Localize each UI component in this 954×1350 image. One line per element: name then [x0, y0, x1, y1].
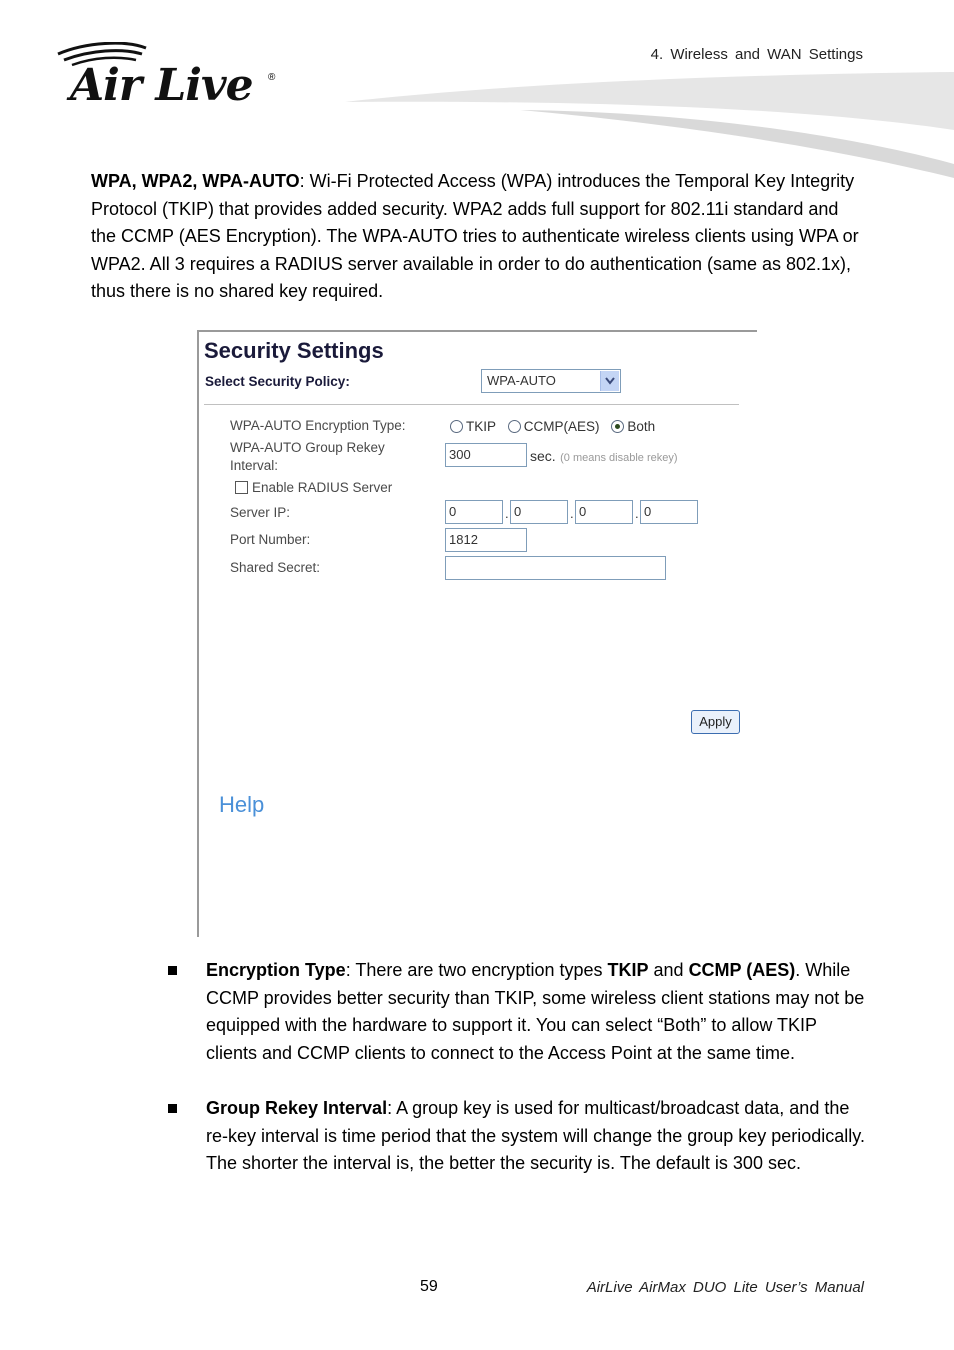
intro-paragraph — [91, 168, 866, 306]
rekey-unit-group — [530, 448, 678, 466]
rekey-label-line2: Interval: — [230, 458, 279, 473]
server-ip-octet-4[interactable]: 0 — [640, 500, 698, 524]
help-link[interactable]: Help — [219, 792, 265, 817]
security-settings-screenshot — [197, 330, 757, 937]
bullet-term: Group Rekey Interval — [206, 1098, 388, 1118]
radio-ccmp[interactable] — [508, 419, 600, 434]
ip-dot: . — [570, 506, 574, 521]
bullet-square-icon — [168, 1104, 177, 1113]
bullet-text-part: and — [648, 960, 689, 980]
rekey-label-line1: WPA-AUTO Group Rekey — [230, 440, 385, 455]
shared-secret-label: Shared Secret: — [230, 560, 321, 575]
divider — [204, 404, 739, 405]
radio-ccmp-label: CCMP(AES) — [523, 419, 600, 434]
server-ip-octet-1[interactable]: 0 — [445, 500, 503, 524]
radio-tkip-label: TKIP — [466, 419, 497, 434]
logo-registered: ® — [268, 72, 276, 83]
radio-tkip-icon[interactable] — [450, 420, 463, 433]
port-number-input[interactable]: 1812 — [445, 528, 527, 552]
encryption-type-label: WPA-AUTO Encryption Type: — [230, 418, 406, 433]
bullet-text — [206, 957, 868, 1067]
shared-secret-input[interactable] — [445, 556, 666, 580]
bullet-group-rekey-interval — [168, 1095, 868, 1178]
bullet-text-part: : A group key is used for multicast/broadcast data, and the re-key interval is time period that the system will change the group key periodically. The shorter the interval is, the better the security is. The default is 300 sec. — [206, 1098, 865, 1174]
bullet-bold-part: CCMP (AES) — [688, 960, 796, 980]
bullet-text — [206, 1095, 868, 1178]
radio-both[interactable] — [611, 419, 655, 434]
rekey-interval-input[interactable]: 300 — [445, 443, 527, 467]
bullet-encryption-type — [168, 957, 868, 1067]
apply-button[interactable]: Apply — [691, 710, 740, 734]
rekey-note: (0 means disable rekey) — [560, 452, 678, 464]
intro-term: WPA, WPA2, WPA-AUTO — [91, 171, 300, 191]
server-ip-octet-3[interactable]: 0 — [575, 500, 633, 524]
ip-dot: . — [505, 506, 509, 521]
bullet-bold-part: TKIP — [607, 960, 649, 980]
enable-radius-label: Enable RADIUS Server — [252, 480, 393, 495]
enable-radius-row[interactable] — [235, 480, 392, 495]
intro-text: : Wi-Fi Protected Access (WPA) introduces the Temporal Key Integrity Protocol (TKIP) that provides added security. WPA2 adds full support for 802.11i standard and the CCMP (AES Encryption). The WPA-AUTO tries to authenticate wireless clients using WPA or WPA2. All 3 requires a RADIUS server available in order to do authentication (same as 802.1x), thus there is no shared key required. — [91, 171, 859, 302]
dropdown-arrow[interactable] — [600, 371, 619, 391]
security-policy-label: Select Security Policy: — [205, 374, 350, 389]
radio-both-icon[interactable] — [611, 420, 624, 433]
airlive-logo — [56, 42, 286, 112]
radio-both-label: Both — [627, 419, 656, 434]
bullet-text-part: : There are two encryption types — [345, 960, 608, 980]
ip-dot: . — [635, 506, 639, 521]
manual-title: AirLive AirMax DUO Lite User’s Manual — [586, 1279, 864, 1296]
page-number: 59 — [420, 1278, 438, 1295]
security-settings-title: Security Settings — [204, 338, 384, 363]
chevron-down-icon — [605, 377, 615, 385]
bullet-term: Encryption Type — [206, 960, 346, 980]
bullet-square-icon — [168, 966, 177, 975]
bullet-text-part: . While CCMP provides better security than TKIP, some wireless client stations may not be equipped with the hardware to support it. You can select “Both” to allow TKIP clients and CCMP clients to connect to the Access Point at the same time. — [206, 960, 865, 1063]
encryption-type-options — [450, 419, 663, 434]
security-policy-select[interactable] — [481, 369, 621, 393]
server-ip-octet-2[interactable]: 0 — [510, 500, 568, 524]
security-policy-value: WPA-AUTO — [487, 373, 556, 388]
radio-tkip[interactable] — [450, 419, 496, 434]
server-ip-label: Server IP: — [230, 505, 291, 520]
radio-ccmp-icon[interactable] — [508, 420, 521, 433]
rekey-unit: sec. — [530, 448, 556, 464]
port-number-label: Port Number: — [230, 532, 311, 547]
chapter-title: 4. Wireless and WAN Settings — [650, 46, 863, 63]
logo-wordmark: Air Live — [70, 60, 253, 111]
enable-radius-checkbox[interactable] — [235, 481, 248, 494]
